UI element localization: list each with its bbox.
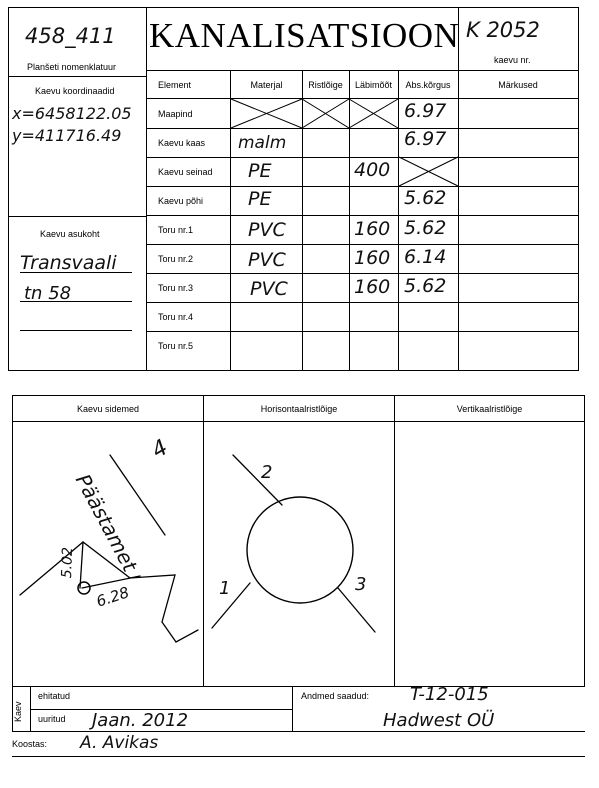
kaev-label: Kaev: [13, 701, 23, 722]
coord-y: y=411716.49: [12, 126, 122, 145]
row-diameter-kaevu-seinad: 400: [354, 159, 391, 181]
row-diameter-toru-1: 160: [354, 218, 391, 240]
row-material-toru-2: PVC: [248, 249, 286, 271]
compiler-value: A. Avikas: [80, 733, 159, 753]
sketch-number: 4: [147, 435, 173, 464]
row-element-toru-2: Toru nr.2: [158, 254, 194, 264]
row-abs-kaevu-kaas: 6.97: [404, 128, 447, 150]
location-line2: tn 58: [24, 283, 72, 304]
row-element-toru-3: Toru nr.3: [158, 283, 194, 293]
row-material-kaevu-kaas: malm: [238, 133, 287, 153]
col-vertical: Vertikaalristlõige: [456, 403, 523, 414]
coords-label: Kaevu koordinaadid: [35, 86, 115, 96]
row-element-toru-1: Toru nr.1: [158, 225, 194, 235]
col-header-cross: Ristlõige: [308, 80, 343, 90]
row-diameter-toru-3: 160: [354, 276, 391, 298]
row-abs-kaevu-pohi: 5.62: [404, 187, 447, 209]
row-diameter-toru-2: 160: [354, 247, 391, 269]
data-received-label: Andmed saadud:: [301, 691, 370, 701]
col-header-diameter: Läbimõõt: [354, 80, 393, 90]
row-element-maapind: Maapind: [158, 109, 193, 119]
sketch-street: Päästamet: [70, 470, 143, 576]
built-label: ehitatud: [38, 691, 71, 701]
row-element-toru-5: Toru nr.5: [158, 341, 194, 351]
col-header-material: Materjal: [250, 80, 283, 90]
sketch-d1: 5.02: [59, 546, 77, 579]
row-element-kaevu-pohi: Kaevu põhi: [158, 196, 204, 206]
sketch-d2: 6.28: [94, 583, 132, 611]
surveyed-value: Jaan. 2012: [92, 710, 189, 731]
col-header-element: Element: [158, 80, 192, 90]
row-material-toru-1: PVC: [248, 219, 286, 241]
data-received-value2: Hadwest OÜ: [383, 710, 495, 731]
row-abs-maapind: 6.97: [404, 100, 447, 122]
row-element-toru-4: Toru nr.4: [158, 312, 194, 322]
col-sidemed: Kaevu sidemed: [76, 403, 140, 414]
well-number-label: kaevu nr.: [494, 55, 531, 65]
row-abs-toru-3: 5.62: [404, 275, 447, 297]
row-abs-toru-2: 6.14: [404, 246, 447, 268]
pipe-line-1: [212, 583, 250, 628]
col-header-notes: Märkused: [498, 80, 538, 90]
row-material-toru-3: PVC: [250, 278, 288, 300]
row-element-kaevu-seinad: Kaevu seinad: [158, 167, 213, 177]
page-title: KANALISATSIOON: [149, 16, 460, 55]
location-label: Kaevu asukoht: [40, 229, 100, 239]
sketch-line-d1: [80, 542, 83, 588]
row-abs-toru-1: 5.62: [404, 217, 447, 239]
compiler-label: Koostas:: [12, 739, 48, 749]
sketch-line-d2: [82, 576, 140, 588]
data-received-value1: T-12-015: [410, 684, 489, 705]
row-material-kaevu-seinad: PE: [248, 160, 272, 182]
surveyed-label: uuritud: [38, 714, 66, 724]
col-horizontal: Horisontaalristlõige: [260, 403, 338, 414]
well-circle: [247, 497, 353, 603]
pipe-label-2: 2: [261, 462, 273, 483]
pipe-line-2: [233, 455, 282, 505]
location-line1: Transvaali: [20, 252, 117, 274]
pipe-label-3: 3: [355, 574, 367, 595]
col-header-abs: Abs.kõrgus: [405, 80, 451, 90]
nomenclature-value: 458_411: [25, 24, 116, 48]
row-element-kaevu-kaas: Kaevu kaas: [158, 138, 206, 148]
row-material-kaevu-pohi: PE: [248, 188, 272, 210]
well-number: K 2052: [466, 18, 540, 42]
coord-x: x=6458122.05: [12, 104, 132, 123]
pipe-label-1: 1: [219, 578, 231, 599]
nomenclature-label: Planšeti nomenklatuur: [27, 62, 117, 72]
